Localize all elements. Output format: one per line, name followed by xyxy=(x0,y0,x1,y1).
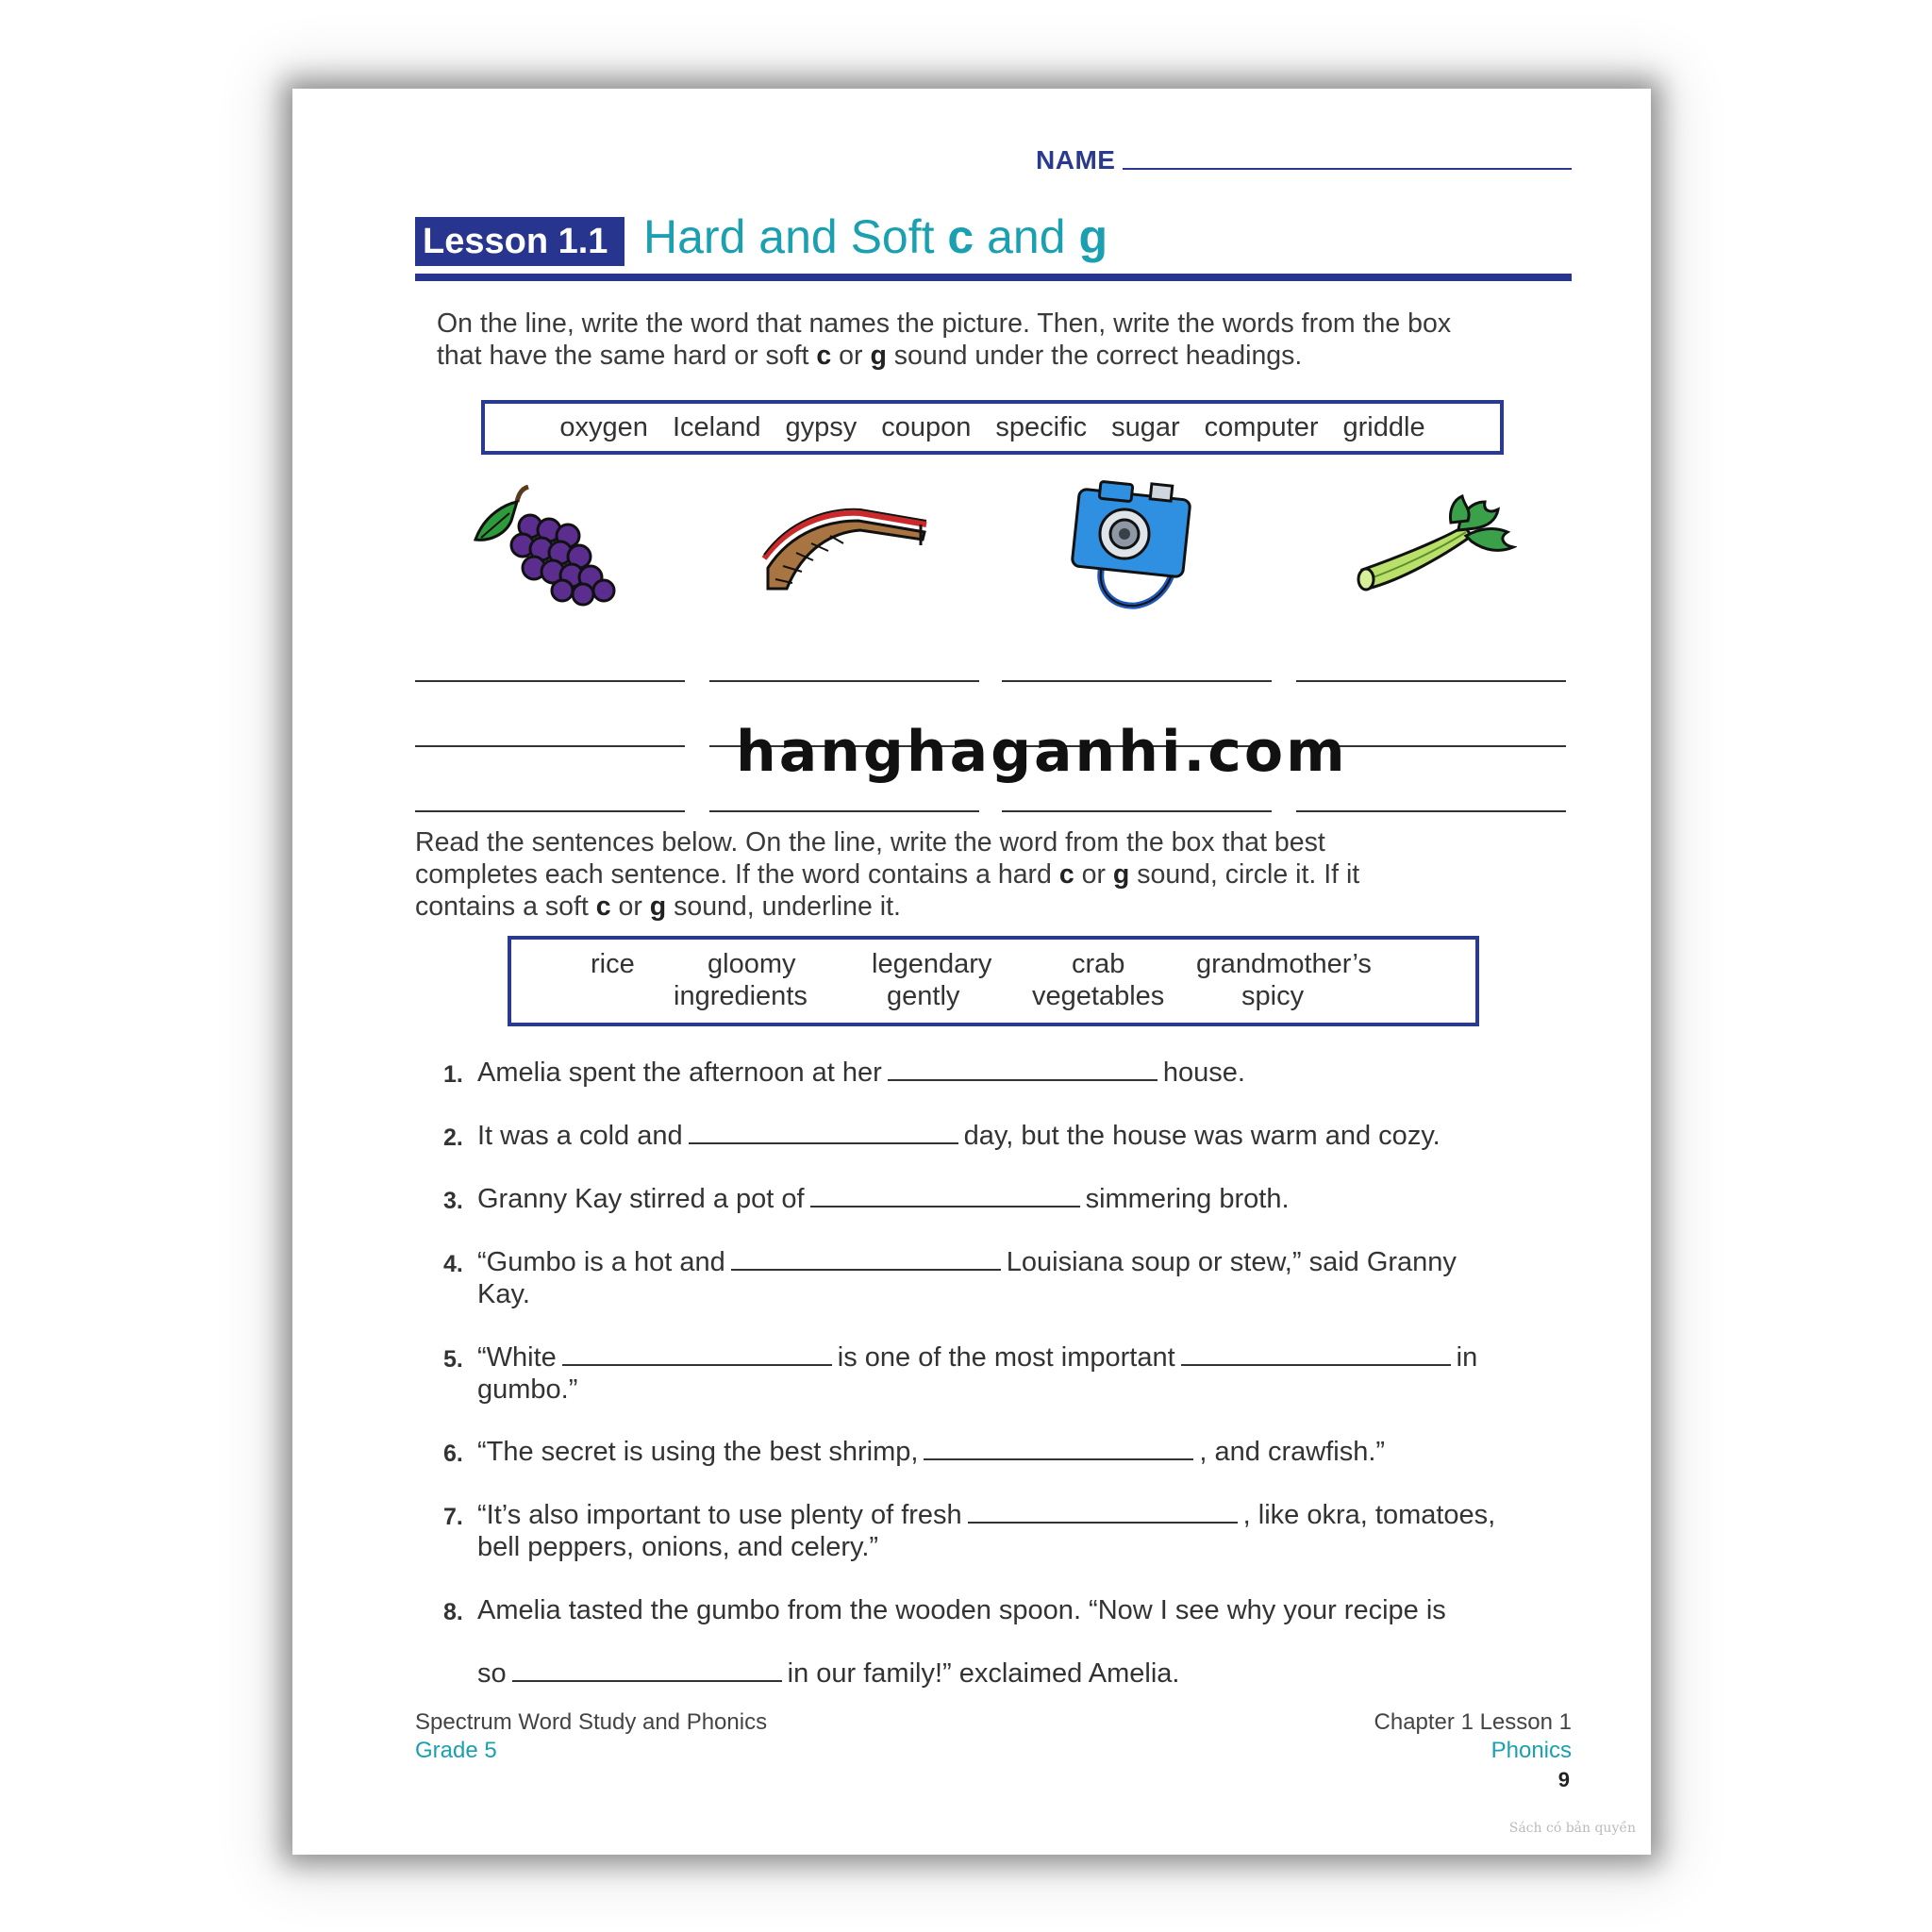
title-letter-g: g xyxy=(1078,210,1108,263)
word-box-1-words xyxy=(485,412,1500,443)
answer-line[interactable] xyxy=(1002,810,1272,812)
word-box-word: gypsy xyxy=(785,412,858,442)
word-box-word: coupon xyxy=(881,412,972,442)
word-box-word: Iceland xyxy=(672,412,761,442)
word-box-word: gently xyxy=(887,981,960,1011)
section2-instructions xyxy=(415,826,1359,923)
answer-line[interactable] xyxy=(709,810,979,812)
name-label: NAME xyxy=(1036,145,1116,175)
blank-line[interactable] xyxy=(689,1120,958,1144)
title-letter-c: c xyxy=(947,210,974,263)
worksheet-page: NAME Lesson 1.1 Hard and Soft c and g On the line, write the word that names the picture. Then, write the words from the box that have the same hard or soft c or g sound under the correct headings. oxygen Iceland gypsy coupon specific sugar computer griddle hanghaganhi.com Read the sentences below. On the line, write the word from the box that best completes each sentence. If the word contains a hard c or g sound, circle it. If it contains a soft c or g sound, underline it. rice gloomy legendary crab grandmother’s ingredients gently vegetables spicy 1. Amelia spent the afternoon at her house. 2. It was a cold and day, but the house was warm and cozy. 3. Granny Kay stirred a pot of simmering broth. 4. “Gumbo is a hot and Louisiana soup or stew,” said Granny Kay. 5. “White is one of the most important in gumbo.” 6. “The secret is using the best shrimp, , and crawfish.” 7. “It’s also important to use plenty of fresh , like okra, tomatoes, bell peppers, onions, and celery.” 8. Amelia tasted the gumbo from the wooden spoon. “Now I see why your recipe is so in our family!” exclaimed Amelia. Spectrum Word Study and Phonics Grade 5 Chapter 1 Lesson 1 Phonics 9 Sách có bản quyền xyxy=(292,89,1651,1855)
section1-instructions xyxy=(437,308,1451,372)
instruction-line: Read the sentences below. On the line, write the word from the box that best xyxy=(415,827,1325,858)
word-box-word: vegetables xyxy=(1032,981,1165,1011)
answer-line[interactable] xyxy=(415,745,685,747)
word-box-word: crab xyxy=(1072,949,1125,979)
blank-line[interactable] xyxy=(512,1657,782,1682)
blank-line[interactable] xyxy=(810,1183,1080,1208)
word-box-word: grandmother’s xyxy=(1196,949,1372,979)
copyright-mark: Sách có bản quyền xyxy=(1508,1821,1636,1836)
answer-line[interactable] xyxy=(415,810,685,812)
word-box-word: griddle xyxy=(1342,412,1425,442)
footer-grade: Grade 5 xyxy=(415,1738,497,1763)
word-box-2 xyxy=(508,936,1479,1026)
answer-line[interactable] xyxy=(709,680,979,682)
footer-topic: Phonics xyxy=(1491,1738,1572,1763)
name-line[interactable] xyxy=(1123,168,1572,170)
blank-line[interactable] xyxy=(968,1499,1238,1524)
word-box-word: legendary xyxy=(872,949,992,979)
blank-line[interactable] xyxy=(924,1436,1193,1460)
title-prefix: Hard and Soft xyxy=(643,210,948,263)
word-box-word: rice xyxy=(591,949,635,979)
instruction-line: that have the same hard or soft c or g sound under the correct headings. xyxy=(437,341,1303,371)
page-title xyxy=(643,209,1108,264)
word-box-word: computer xyxy=(1204,412,1319,442)
footer-book-title: Spectrum Word Study and Phonics xyxy=(415,1709,768,1735)
answer-line[interactable] xyxy=(1002,680,1272,682)
instruction-line: On the line, write the word that names the picture. Then, write the words from the box xyxy=(437,308,1452,339)
celery-icon xyxy=(1347,494,1517,598)
page-number: 9 xyxy=(1557,1768,1570,1791)
word-box-word: gloomy xyxy=(708,949,796,979)
word-box-word: specific xyxy=(995,412,1088,442)
word-box-word: spicy xyxy=(1241,981,1305,1011)
title-mid: and xyxy=(974,210,1079,263)
title-rule xyxy=(415,274,1572,281)
word-box-word: sugar xyxy=(1111,412,1180,442)
blank-line[interactable] xyxy=(731,1246,1001,1271)
word-box-word: oxygen xyxy=(559,412,648,442)
word-box-word: ingredients xyxy=(674,981,808,1011)
blank-line[interactable] xyxy=(562,1341,832,1366)
answer-line[interactable] xyxy=(1296,680,1566,682)
instruction-line: completes each sentence. If the word contains a hard c or g sound, circle it. If it xyxy=(415,859,1360,890)
bridge-icon xyxy=(755,502,934,596)
answer-line[interactable] xyxy=(415,680,685,682)
footer-chapter: Chapter 1 Lesson 1 xyxy=(1374,1709,1572,1735)
camera-icon xyxy=(1068,475,1200,617)
word-box-1 xyxy=(481,400,1504,455)
blank-line[interactable] xyxy=(888,1057,1158,1081)
grapes-icon xyxy=(462,485,632,608)
answer-line[interactable] xyxy=(1296,810,1566,812)
blank-line[interactable] xyxy=(1181,1341,1451,1366)
lesson-tag: Lesson 1.1 xyxy=(415,217,625,266)
watermark-text: hanghaganhi.com xyxy=(736,719,1348,785)
instruction-line: contains a soft c or g sound, underline it. xyxy=(415,891,901,922)
